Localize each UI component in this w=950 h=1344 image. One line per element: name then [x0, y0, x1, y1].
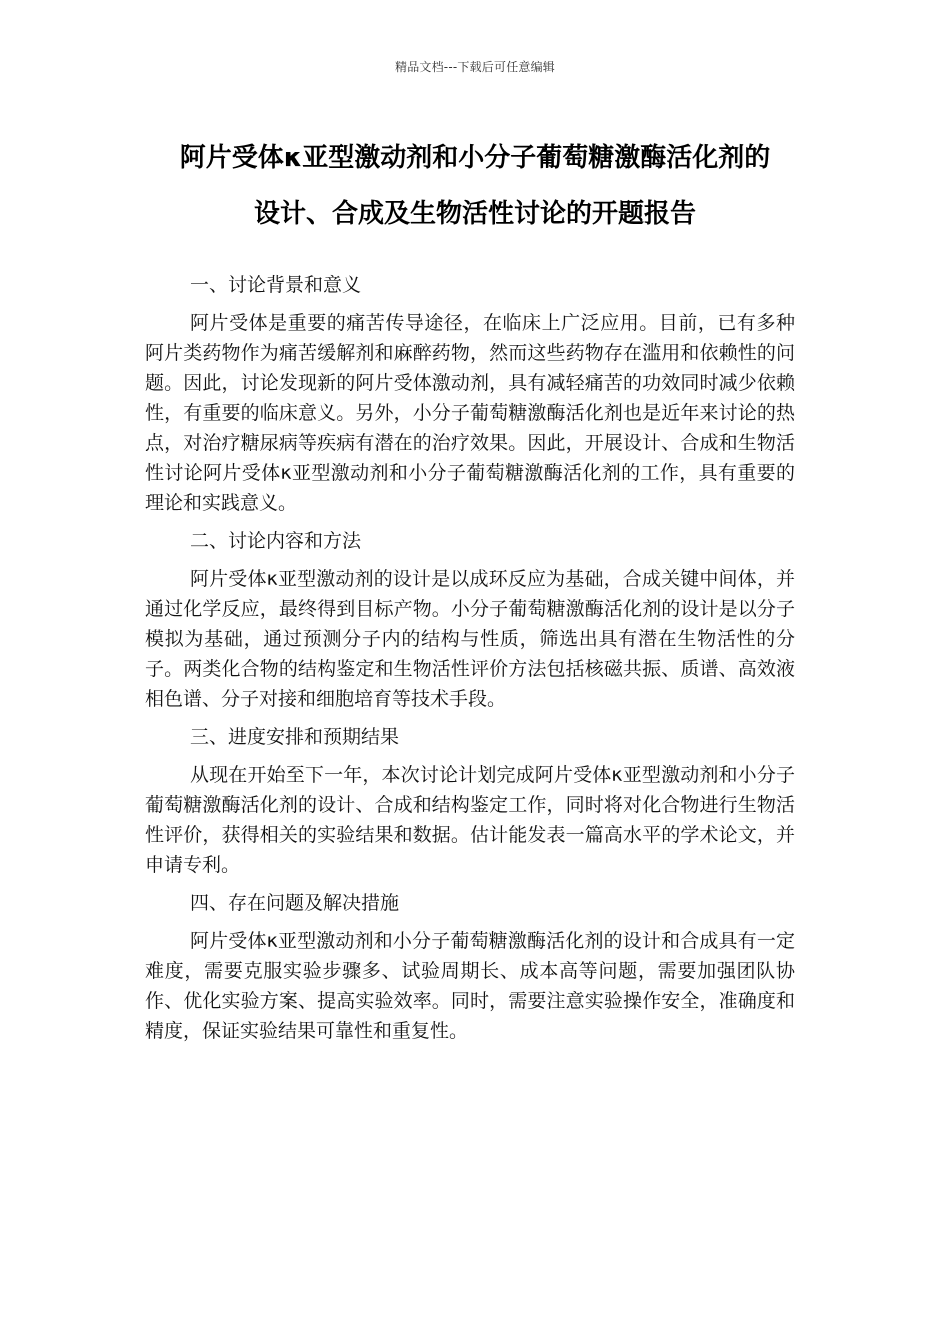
- section-heading-schedule: 三、进度安排和预期结果: [190, 726, 400, 748]
- section-heading-background: 一、讨论背景和意义: [190, 274, 362, 296]
- title-line-2: 设计、合成及生物活性讨论的开题报告: [253, 199, 696, 229]
- section-paragraph-content-methods: 阿片受体κ亚型激动剂的设计是以成环反应为基础，合成关键中间体，并通过化学反应，最终得到目标产物。小分子葡萄糖激酶活化剂的设计是以分子模拟为基础，通过预测分子内的结构与性质，筛选出具有潜在生物活性的分子。两类化合物的结构鉴定和生物活性评价方法包括核磁共振、质谱、高效液相色谱、分子对接和细胞培育等技术手段。: [145, 568, 795, 710]
- title-line-1: 阿片受体κ亚型激动剂和小分子葡萄糖激酶活化剂的: [179, 143, 771, 173]
- header-note: 精品文档---下载后可任意编辑: [395, 60, 555, 74]
- section-paragraph-schedule: 从现在开始至下一年，本次讨论计划完成阿片受体κ亚型激动剂和小分子葡萄糖激酶活化剂的设计、合成和结构鉴定工作，同时将对化合物进行生物活性评价，获得相关的实验结果和数据。估计能发表一篇高水平的学术论文，并申请专利。: [145, 764, 795, 876]
- section-paragraph-background: 阿片受体是重要的痛苦传导途径，在临床上广泛应用。目前，已有多种阿片类药物作为痛苦缓解剂和麻醉药物，然而这些药物存在滥用和依赖性的问题。因此，讨论发现新的阿片受体激动剂，具有减轻痛苦的功效同时减少依赖性，有重要的临床意义。另外，小分子葡萄糖激酶活化剂也是近年来讨论的热点，对治疗糖尿病等疾病有潜在的治疗效果。因此，开展设计、合成和生物活性讨论阿片受体κ亚型激动剂和小分子葡萄糖激酶活化剂的工作，具有重要的理论和实践意义。: [145, 312, 795, 514]
- section-heading-problems: 四、存在问题及解决措施: [190, 892, 400, 914]
- section-paragraph-problems: 阿片受体κ亚型激动剂和小分子葡萄糖激酶活化剂的设计和合成具有一定难度，需要克服实验步骤多、试验周期长、成本高等问题，需要加强团队协作、优化实验方案、提高实验效率。同时，需要注意实验操作安全，准确度和精度，保证实验结果可靠性和重复性。: [145, 930, 795, 1042]
- document-body: [145, 270, 795, 1054]
- section-heading-content-methods: 二、讨论内容和方法: [190, 530, 362, 552]
- document-title: [100, 130, 850, 242]
